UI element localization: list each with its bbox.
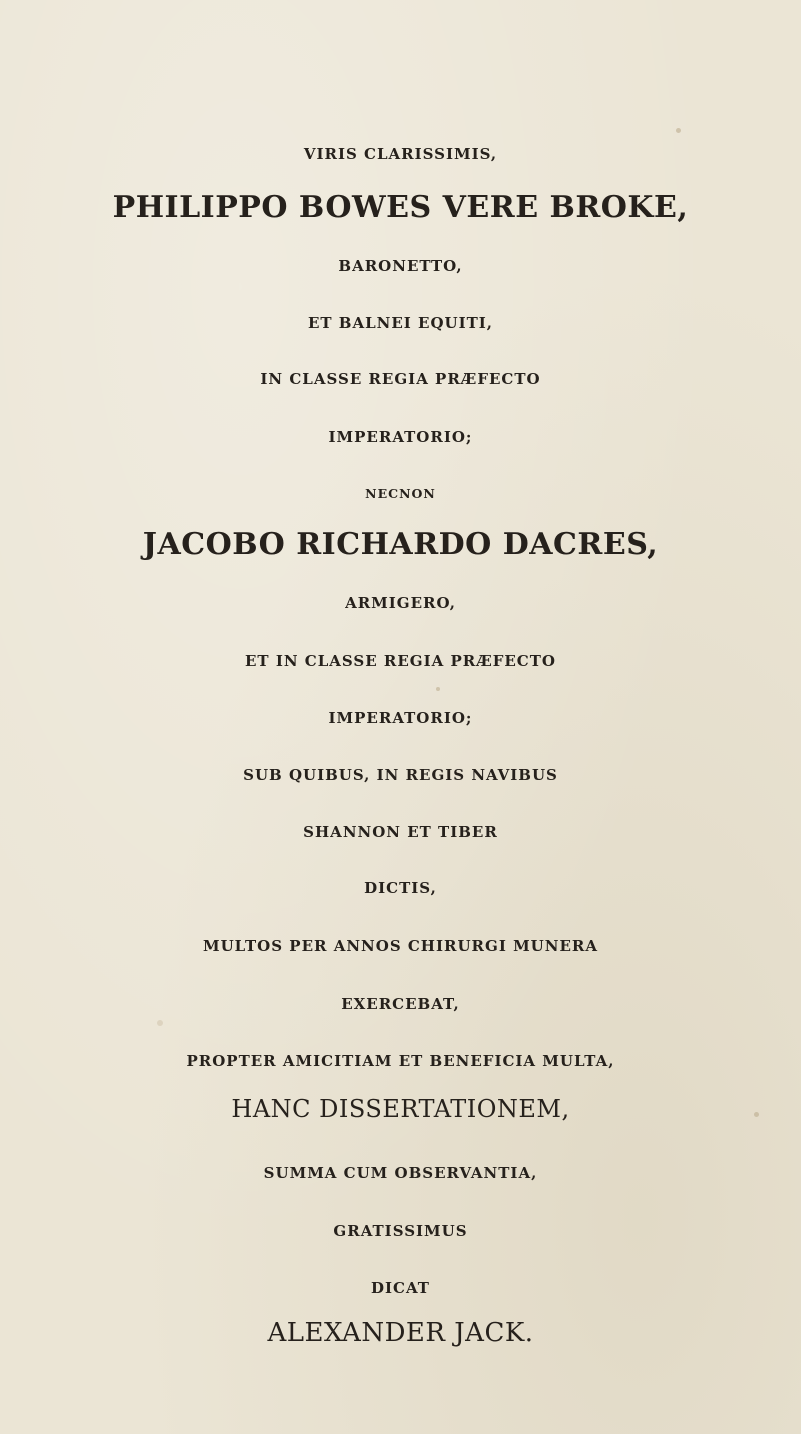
dedication-title-praefecto-2: ET IN CLASSE REGIA PRÆFECTO	[245, 652, 556, 670]
dedication-title-praefecto-1: IN CLASSE REGIA PRÆFECTO	[260, 370, 541, 388]
dedication-line-propter: PROPTER AMICITIAM ET BENEFICIA MULTA,	[186, 1052, 615, 1070]
dedication-line-gratissimus: GRATISSIMUS	[333, 1222, 468, 1240]
dedication-necnon: NECNON	[365, 486, 436, 501]
dedication-line-multos: MULTOS PER ANNOS CHIRURGI MUNERA	[203, 937, 598, 955]
dedication-line-dicat: DICAT	[371, 1279, 430, 1297]
dedicatee-name-1: PHILIPPO BOWES VERE BROKE,	[112, 190, 689, 225]
dedication-line-observantia: SUMMA CUM OBSERVANTIA,	[263, 1164, 538, 1182]
dedicatee-name-2: JACOBO RICHARDO DACRES,	[142, 527, 659, 562]
paper-speck	[676, 128, 681, 133]
paper-speck	[436, 687, 440, 691]
author-name: ALEXANDER JACK.	[267, 1318, 534, 1348]
dedication-line-ships: SHANNON ET TIBER	[303, 823, 498, 841]
dedication-line-dissertationem: HANC DISSERTATIONEM,	[231, 1095, 570, 1123]
dedication-line-sub-quibus: SUB QUIBUS, IN REGIS NAVIBUS	[243, 766, 558, 784]
paper-speck	[157, 1020, 163, 1026]
dedication-line-1: VIRIS CLARISSIMIS,	[303, 145, 498, 163]
dedication-title-armigero: ARMIGERO,	[345, 594, 456, 612]
dedication-title-imperatorio-2: IMPERATORIO;	[328, 709, 473, 727]
dedication-title-equiti: ET BALNEI EQUITI,	[307, 314, 494, 332]
dedication-title-imperatorio-1: IMPERATORIO;	[328, 428, 473, 446]
dedication-line-dictis: DICTIS,	[364, 879, 437, 897]
dedication-title-baronetto: BARONETTO,	[338, 257, 463, 275]
dedication-line-exercebat: EXERCEBAT,	[341, 995, 460, 1013]
